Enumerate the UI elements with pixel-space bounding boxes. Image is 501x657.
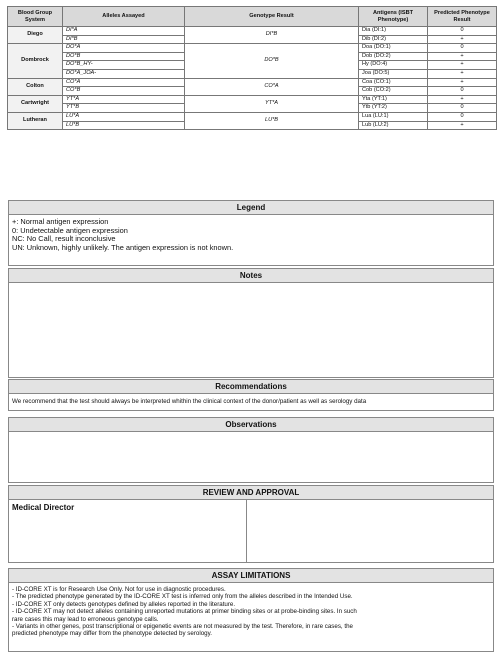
legend-title: Legend [9, 201, 493, 215]
limitations-title: ASSAY LIMITATIONS [9, 569, 493, 583]
phenotype-result-cell: 0 [428, 104, 497, 113]
recommendations-title: Recommendations [9, 380, 493, 394]
allele-cell: LU*B [63, 121, 185, 130]
legend-section [8, 200, 494, 266]
phenotype-result-cell: + [428, 35, 497, 44]
allele-cell: LU*A [63, 112, 185, 121]
genotype-cell: DO*B [185, 44, 359, 78]
phenotype-result-cell: 0 [428, 112, 497, 121]
legend-line: +: Normal antigen expression [12, 217, 109, 226]
notes-section [8, 268, 494, 378]
phenotype-result-cell: 0 [428, 87, 497, 96]
genotype-cell: CO*A [185, 78, 359, 95]
table-row [8, 78, 497, 87]
table-row [8, 95, 497, 104]
col-header-antigens: Antigens (ISBT Phenotype) [359, 7, 428, 27]
antigen-cell: Joa (DO:5) [359, 69, 428, 78]
allele-cell: YT*B [63, 104, 185, 113]
recommendations-section [8, 379, 494, 411]
col-header-alleles: Alleles Assayed [63, 7, 185, 27]
allele-cell: DI*A [63, 27, 185, 36]
limitation-line: predicted phenotype may differ from the phenotype detected by serology. [12, 630, 212, 638]
antigen-cell: Lub (LU:2) [359, 121, 428, 130]
phenotype-result-cell: 0 [428, 27, 497, 36]
review-title: REVIEW AND APPROVAL [9, 486, 493, 500]
limitation-line: - The predicted phenotype generated by the ID-CORE XT test is inferred only from the alleles described in the Intended Use. [12, 593, 353, 601]
antigen-cell: Dia (DI:1) [359, 27, 428, 36]
legend-line: 0: Undetectable antigen expression [12, 225, 128, 235]
phenotype-result-cell: 0 [428, 44, 497, 53]
genotype-cell: YT*A [185, 95, 359, 112]
notes-title: Notes [9, 269, 493, 283]
system-cell: Diego [8, 27, 63, 44]
table-header-row [8, 7, 497, 27]
genotype-cell: LU*B [185, 112, 359, 129]
antigen-cell: Lua (LU:1) [359, 112, 428, 121]
allele-cell: DI*B [63, 35, 185, 44]
phenotype-result-cell: + [428, 61, 497, 70]
allele-cell: DO*A [63, 44, 185, 53]
antigen-cell: Cob (CO:2) [359, 87, 428, 96]
system-cell: Dombrock [8, 44, 63, 78]
limitations-section [8, 568, 494, 652]
allele-cell: CO*B [63, 87, 185, 96]
review-section [8, 485, 494, 563]
phenotype-result-cell: + [428, 78, 497, 87]
legend-line: NC: No Call, result inconclusive [12, 234, 116, 244]
limitation-line: - ID-CORE XT may not detect alleles containing unreported mutations at primer binding sites or at probe-binding sites. In such [12, 608, 357, 616]
legend-line: UN: Unknown, highly unlikely. The antigen expression is not known. [12, 242, 234, 252]
antigen-cell: Hy (DO:4) [359, 61, 428, 70]
antigen-cell: Dob (DO:2) [359, 52, 428, 61]
recommendations-text: We recommend that the test should always be interpreted whithin the clinical context of the donor/patient as well as serology data [12, 398, 367, 405]
antigen-cell: Ytb (YT:2) [359, 104, 428, 113]
antigen-cell: Doa (DO:1) [359, 44, 428, 53]
allele-cell: YT*A [63, 95, 185, 104]
limitation-line: - ID-CORE XT is for Research Use Only. Not for use in diagnostic procedures. [12, 586, 226, 593]
phenotype-result-cell: + [428, 69, 497, 78]
observations-title: Observations [9, 418, 493, 432]
table-row [8, 112, 497, 121]
genotype-table-body [8, 27, 497, 130]
limitation-line: rare cases this may lead to erroneous genotype calls. [12, 615, 159, 623]
antigen-cell: Dib (DI:2) [359, 35, 428, 44]
genotype-cell: DI*B [185, 27, 359, 44]
phenotype-result-cell: + [428, 95, 497, 104]
allele-cell: DO*B_HY- [63, 61, 185, 70]
limitation-line: - Variants in other genes, post transcriptional or epigenetic events are not measured by the test. Therefore, in rare cases, the [12, 623, 353, 631]
col-header-system: Blood Group System [8, 7, 63, 27]
col-header-phenotype: Predicted Phenotype Result [428, 7, 497, 27]
limitation-line: - ID-CORE XT only detects genotypes defined by alleles reported in the literature. [12, 600, 236, 608]
phenotype-result-cell: + [428, 121, 497, 130]
allele-cell: DO*B [63, 52, 185, 61]
antigen-cell: Yta (YT:1) [359, 95, 428, 104]
medical-director-label: Medical Director [12, 503, 75, 512]
antigen-cell: Coa (CO:1) [359, 78, 428, 87]
table-row [8, 44, 497, 53]
col-header-genotype: Genotype Result [185, 7, 359, 27]
system-cell: Lutheran [8, 112, 63, 129]
allele-cell: DO*A_JOA- [63, 69, 185, 78]
system-cell: Cartwright [8, 95, 63, 112]
genotype-table [7, 6, 497, 130]
table-row [8, 27, 497, 36]
system-cell: Colton [8, 78, 63, 95]
allele-cell: CO*A [63, 78, 185, 87]
observations-section [8, 417, 494, 483]
phenotype-result-cell: + [428, 52, 497, 61]
